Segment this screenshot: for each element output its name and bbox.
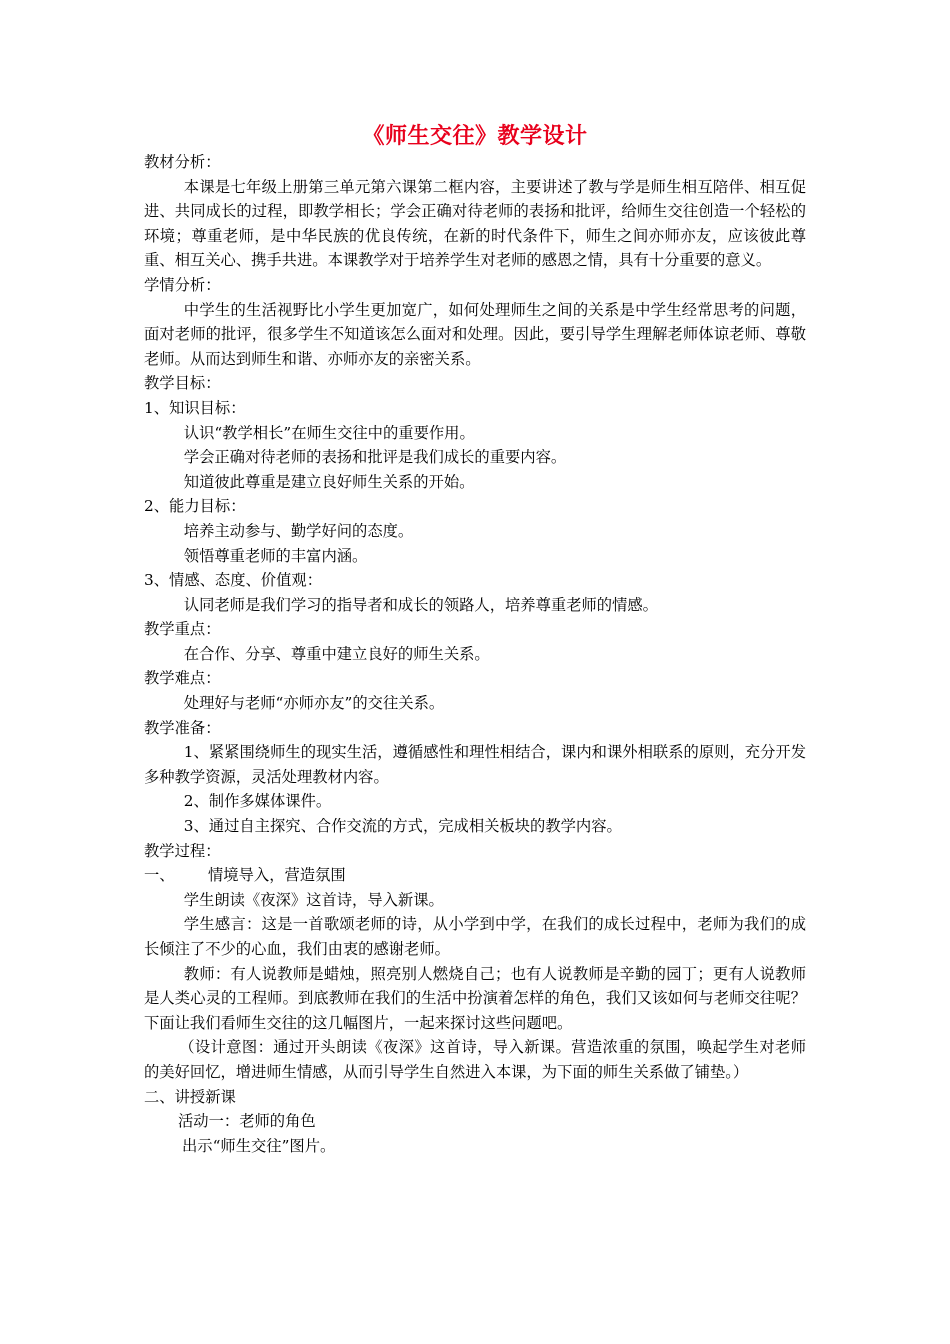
section-heading-learner: 学情分析： — [144, 275, 221, 294]
section-heading-material: 教材分析： — [144, 153, 221, 171]
section-heading-goals: 教学目标： — [144, 374, 221, 393]
list-item: 2、制作多媒体课件。 — [183, 792, 332, 811]
list-item: 培养主动参与、勤学好问的态度。 — [183, 521, 414, 540]
paragraph-learner: 中学生的生活视野比小学生更加宽广，如何处理师生之间的关系是中学生经常思考的问题，面对老师的批评，很多学生不知道该怎么面对和处理。因此，要引导学生理解老师体谅老师、尊敬老师。从而达到师生和谐、亦师亦友的亲密关系。 — [144, 300, 806, 368]
list-item: 知道彼此尊重是建立良好师生关系的开始。 — [183, 472, 475, 491]
list-item: 3、通过自主探究、合作交流的方式，完成相关板块的教学内容。 — [183, 817, 622, 836]
paragraph-design-intent: （设计意图：通过开头朗读《夜深》这首诗，导入新课。营造浓重的氛围，唤起学生对老师的美好回忆，增进师生情感，从而引导学生自然进入本课，为下面的师生关系做了铺垫。） — [144, 1038, 806, 1081]
activity-heading: 活动一：老师的角色 — [178, 1112, 316, 1131]
section-heading-process: 教学过程： — [144, 841, 221, 860]
section-heading-difficulty: 教学难点： — [144, 669, 221, 688]
paragraph-step1: 教师：有人说教师是蜡烛，照亮别人燃烧自己；也有人说教师是辛勤的园丁；更有人说教师是人类心灵的工程师。到底教师在我们的生活中扮演着怎样的角色，我们又该如何与老师交往呢？下面让我们看师生交往的这几幅图片，一起来探讨这些问题吧。 — [144, 964, 806, 1032]
document-title: 《师生交往》教学设计 — [362, 123, 588, 149]
subheading-emotion-goal: 3、情感、态度、价值观： — [144, 571, 322, 590]
paragraph-key: 在合作、分享、尊重中建立良好的师生关系。 — [183, 644, 490, 663]
list-item: 学会正确对待老师的表扬和批评是我们成长的重要内容。 — [183, 448, 567, 467]
list-item: 领悟尊重老师的丰富内涵。 — [183, 546, 368, 565]
paragraph-step1: 学生感言：这是一首歌颂老师的诗，从小学到中学，在我们的成长过程中，老师为我们的成长倾注了不少的心血，我们由衷的感谢老师。 — [144, 915, 806, 958]
list-item: 认识“教学相长”在师生交往中的重要作用。 — [183, 423, 475, 442]
paragraph-step1: 学生朗读《夜深》这首诗，导入新课。 — [183, 890, 444, 909]
list-item: 认同老师是我们学习的指导者和成长的领路人，培养尊重老师的情感。 — [183, 595, 658, 614]
list-item: 1、紧紧围绕师生的现实生活，遵循感性和理性相结合，课内和课外相联系的原则，充分开发多种教学资源，灵活处理教材内容。 — [144, 743, 806, 786]
section-heading-prep: 教学准备： — [144, 718, 221, 737]
subheading-knowledge-goal: 1、知识目标： — [144, 398, 246, 417]
paragraph-activity: 出示“师生交往”图片。 — [182, 1136, 336, 1155]
step-one-heading — [144, 863, 806, 888]
section-heading-key: 教学重点： — [144, 620, 221, 639]
paragraph-difficulty: 处理好与老师“亦师亦友”的交往关系。 — [183, 694, 445, 713]
subheading-ability-goal: 2、能力目标： — [144, 497, 246, 516]
step-two-heading: 二、讲授新课 — [144, 1087, 236, 1106]
step-title: 情境导入，营造氛围 — [208, 866, 346, 885]
document-body — [144, 150, 806, 1158]
paragraph-material: 本课是七年级上册第三单元第六课第二框内容，主要讲述了教与学是师生相互陪伴、相互促进、共同成长的过程，即教学相长；学会正确对待老师的表扬和批评，给师生交往创造一个轻松的环境；尊重老师，是中华民族的优良传统，在新的时代条件下，师生之间亦师亦友，应该彼此尊重、相互关心、携手共进。本课教学对于培养学生对老师的感恩之情，具有十分重要的意义。 — [144, 177, 806, 270]
step-number: 一、 — [144, 866, 175, 885]
